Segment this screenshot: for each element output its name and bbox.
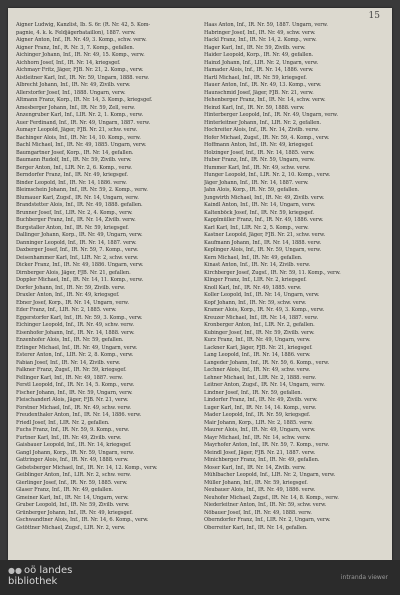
- entry-line: Maurer Alois, Inf., IR. Nr. 49, Ungarn, verw.: [204, 427, 316, 433]
- entry-line: pagnie, 4. k. k. Feldjägerbataillon), 1887. verw.: [16, 29, 136, 36]
- entry-line: Hackl Franz, Inf., IR. Nr. 14, 2. Komp., verw.: [204, 37, 317, 43]
- entry-line: Brunner Josef, Inf., LIR. Nr. 2, 4. Komp., verw.: [16, 209, 133, 216]
- entry-line: Oberreiter Karl, Inf., IR. Nr. 14, gefallen.: [204, 524, 308, 531]
- entry-line: Lackner Karl, Jäger, FJB. Nr. 21, kriegsgef.: [204, 344, 313, 351]
- entry-line: Neuhofer Michael, Zugsf., IR. Nr. 14, 8. Komp., verw.: [204, 494, 339, 501]
- entry-line: Neubauer Alois, Inf., IR. Nr. 49, 1886. verw.: [204, 487, 316, 493]
- logo-mark-icon: ●●: [8, 566, 22, 575]
- entry-line: Hummer Karl, Inf., IR. Nr. 49, schw. verw.: [204, 164, 311, 171]
- entry-line: Bachl Michael, Inf., IR. Nr. 49, 1885. Ungarn, verw.: [16, 142, 147, 148]
- entry-line: Niederleitner Anton, Inf., IR. Nr. 59, schw. verw.: [204, 502, 327, 508]
- entry-line: Dirnberger Alois, Jäger, FJB. Nr. 21, gefallen.: [16, 269, 131, 276]
- entry-line: Fleischanderl Alois, Jäger, FJB. Nr. 21, verw.: [16, 397, 129, 403]
- entry-line: Hofer Michael, Zugsf., IR. Nr. 59, 4. Komp., verw.: [204, 134, 330, 141]
- entry-line: Holzinger Josef, Inf., IR. Nr. 14, 1885. verw.: [204, 149, 315, 156]
- entry-line: Kern Michael, Inf., IR. Nr. 49, gefallen.: [204, 254, 303, 261]
- entry-line: Mayrhofer Anton, Inf., IR. Nr. 59, 7. Komp., verw.: [204, 442, 330, 448]
- entry-line: Gattringer Alois, Inf., IR. Nr. 49, 1888. verw.: [16, 457, 129, 463]
- entry-line: Dallinger Johann, Korp., IR. Nr. 49, Ungarn, verw.: [16, 232, 143, 238]
- logo-line1: oö landes: [23, 565, 73, 576]
- entry-line: Kaindl Anton, Inf., IR. Nr. 14, Ungarn, verw.: [204, 202, 316, 208]
- entry-line: Altmann Franz, Korp., IR. Nr. 14, 3. Komp., kriegsgef.: [16, 97, 153, 103]
- entry-line: Hager Karl, Inf., IR. Nr. 59, Zivilb. verw.: [204, 44, 306, 51]
- entry-line: Kaufmann Johann, Inf., IR. Nr. 14, 1888. verw.: [204, 239, 322, 246]
- entry-line: Bleimschein Johann, Inf., IR. Nr. 59, 2. Komp., verw.: [16, 187, 148, 193]
- entry-line: Fischer Johann, Inf., IR. Nr. 59, Ungarn, verw.: [16, 389, 133, 396]
- entry-line: Aichhorn Josef, Inf., IR. Nr. 14, kriegsgef.: [16, 59, 121, 66]
- entry-line: Allerstorfer Josef, Inf., 1888. Ungarn, verw.: [16, 89, 126, 96]
- entry-line: Hauer Anton, Inf., IR. Nr. 49, 13. Komp., verw.: [204, 82, 322, 88]
- entry-line: Blumauer Karl, Zugsf., IR. Nr. 14, Ungarn, verw.: [16, 194, 139, 201]
- entry-line: Hinterleitner Johann, Inf., LIR. Nr. 2, gefallen.: [204, 119, 322, 126]
- entry-line: Berger Anton, Inf., LIR. Nr. 2, 6. Komp., verw.: [16, 164, 132, 171]
- entry-line: Danninger Leopold, Inf., IR. Nr. 14, 1887. verw.: [16, 239, 137, 246]
- entry-line: Aistleitner Karl, Inf., IR. Nr. 59, Ungarn, 1888. verw.: [16, 74, 149, 81]
- entry-line: Hinterberger Leopold, Inf., IR. Nr. 49, Ungarn, verw.: [204, 112, 338, 118]
- library-logo[interactable]: [8, 565, 72, 587]
- entry-line: Moser Karl, Inf., IR. Nr. 14, Zivilb. verw.: [204, 464, 306, 471]
- entry-line: Fuchs Franz, Inf., IR. Nr. 59, 9. Komp., verw.: [16, 427, 130, 433]
- entry-line: Ferstl Leopold, Inf., IR. Nr. 14, 5. Komp., verw.: [16, 382, 135, 388]
- entry-line: Heinzl Karl, Inf., IR. Nr. 59, 1888. verw.: [204, 104, 305, 111]
- entry-line: Huber Franz, Inf., IR. Nr. 59, Ungarn, verw.: [204, 157, 315, 163]
- entry-line: Berndorfer Franz, Inf., IR. Nr. 49, kriegsgef.: [16, 172, 128, 178]
- entry-line: Friedl Josef, Inf., LIR. Nr. 2, gefallen.: [16, 419, 110, 426]
- logo-line2: bibliothek: [8, 576, 58, 587]
- entry-line: Lehner Michael, Inf., LIR. Nr. 2, 1888. verw.: [204, 374, 316, 381]
- entry-line: Hunger Leopold, Inf., LIR. Nr. 2, 10. Komp., verw.: [204, 172, 331, 178]
- entry-line: Anzengruber Karl, Inf., LIR. Nr. 2, 1. Komp., verw.: [16, 112, 144, 118]
- left-column: [16, 22, 194, 532]
- entry-line: Mair Johann, Korp., LIR. Nr. 2, 1885. verw.: [204, 419, 313, 426]
- entry-line: Hartl Michael, Inf., IR. Nr. 59, kriegsgef.: [204, 74, 307, 81]
- entry-line: Eggerstorfer Karl, Inf., IR. Nr. 59, 3. Komp., verw.: [16, 314, 143, 321]
- entry-line: Falkner Franz, Zugsf., IR. Nr. 59, kriegsgef.: [16, 367, 127, 373]
- entry-line: Buchberger Franz, Inf., IR. Nr. 14, Zivilb. verw.: [16, 217, 136, 223]
- entry-line: Kronberger Anton, Inf., LIR. Nr. 2, gefallen.: [204, 322, 315, 328]
- entry-line: Eder Franz, Inf., LIR. Nr. 2, 1885. verw.: [16, 307, 117, 313]
- entry-line: Burgstaller Anton, Inf., IR. Nr. 59, kriegsgef.: [16, 224, 129, 231]
- entry-line: Baumgartner Josef, Korp., IR. Nr. 14, gefallen.: [16, 149, 134, 156]
- entry-line: Albrecht Johann, Inf., IR. Nr. 49, Zivilb. verw.: [16, 82, 131, 88]
- entry-line: Jungwirth Michael, Inf., IR. Nr. 49, Zivilb. verw.: [204, 194, 325, 201]
- entry-line: Doppler Michael, Inf., IR. Nr. 14, 11. Komp., verw.: [16, 277, 144, 283]
- entry-line: Geiblinger Anton, Inf., LIR. Nr. 2, schw. verw.: [16, 472, 131, 478]
- entry-line: Fabian Josef, Inf., IR. Nr. 14, Zivilb. verw.: [16, 359, 121, 366]
- entry-line: Minichberger Franz, Inf., IR. Nr. 49, gefallen.: [204, 457, 320, 463]
- entry-line: Ebner Josef, Korp., IR. Nr. 14, Ungarn, verw.: [16, 299, 129, 306]
- entry-line: Haider Leopold, Korp., IR. Nr. 49, gefallen.: [204, 52, 314, 58]
- entry-line: Bachinger Alois, Inf., IR. Nr. 14, 10. Komp., verw.: [16, 134, 141, 141]
- entry-line: Eisenhofer Johann, Inf., IR. Nr. 14, 1888. verw.: [16, 329, 135, 336]
- entry-line: Gmeiner Karl, Inf., IR. Nr. 14, Ungarn, verw.: [16, 494, 129, 501]
- entry-line: Kreuzer Michael, Inf., IR. Nr. 14, 1887. verw.: [204, 314, 319, 321]
- entry-line: Karl Karl, Inf., LIR. Nr. 2, 5. Komp., verw.: [204, 224, 309, 231]
- entry-line: Kaltenböck Josef, Inf., IR. Nr. 59, kriegsgef.: [204, 209, 314, 216]
- entry-line: Furtner Karl, Inf., IR. Nr. 49, Zivilb. verw.: [16, 434, 122, 441]
- entry-line: Freudenthaler Anton, Inf., IR. Nr. 14, 1886. verw.: [16, 412, 142, 418]
- viewer-footer: [0, 560, 400, 595]
- entry-line: Mayr Michael, Inf., IR. Nr. 14, schw. verw.: [204, 434, 311, 441]
- entry-line: Enzenhofer Alois, Inf., IR. Nr. 59, gefallen.: [16, 337, 124, 343]
- entry-line: Aigner Franz, Inf., R. Nr. 3, 7. Komp., gefallen.: [16, 44, 135, 51]
- entry-line: Auer Ferdinand, Inf., IR. Nr. 49, Ungarn, 1887. verw.: [16, 119, 151, 126]
- entry-line: Hehenberger Franz, Inf., IR. Nr. 14, schw. verw.: [204, 97, 326, 103]
- entry-line: Lechner Alois, Inf., IR. Nr. 49, schw. verw.: [204, 367, 311, 373]
- entry-line: Lindorfer Franz, Inf., IR. Nr. 49, Zivilb. verw.: [204, 397, 318, 403]
- entry-line: Aigner Anton, Inf., IR. Nr. 49, 3. Komp., schw. verw.: [16, 37, 147, 43]
- entry-line: Lindner Josef, Inf., IR. Nr. 59, gefallen.: [204, 389, 303, 396]
- entry-line: Draxler Anton, Inf., IR. Nr. 49, kriegsgef.: [16, 292, 120, 298]
- entry-line: Meindl Josef, Jäger, FJB. Nr. 21, 1887. verw.: [204, 449, 316, 456]
- entry-line: Esterer Anton, Inf., LIR. Nr. 2, 8. Komp., verw.: [16, 352, 134, 358]
- entry-line: Hoffmann Anton, Inf., IR. Nr. 49, kriegsgef.: [204, 142, 314, 148]
- entry-line: Leitner Anton, Zugsf., IR. Nr. 14, Ungarn, verw.: [204, 382, 325, 388]
- scanned-page: [8, 8, 392, 560]
- entry-line: Daxberger Josef, Inf., IR. Nr. 59, 7. Komp., verw.: [16, 247, 139, 253]
- entry-line: Kirchberger Josef, Zugsf., IR. Nr. 59, 11. Komp., verw.: [204, 269, 341, 276]
- entry-line: Haunschmid Josef, Jäger, FJB. Nr. 21, verw.: [204, 89, 314, 96]
- entry-line: Aumayr Leopold, Jäger, FJB. Nr. 21, schw. verw.: [16, 127, 138, 133]
- entry-line: Glaser Franz, Inf., IR. Nr. 49, gefallen.: [16, 487, 114, 493]
- entry-line: Mühlbacher Leopold, Inf., LIR. Nr. 2, Ungarn, verw.: [204, 472, 336, 478]
- entry-line: Deisenhammer Karl, Inf., LIR. Nr. 2, schw. verw.: [16, 254, 139, 261]
- entry-line: Keplinger Alois, Inf., IR. Nr. 59, Ungarn, verw.: [204, 247, 322, 253]
- entry-line: Kubinger Josef, Inf., IR. Nr. 59, Zivilb. verw.: [204, 329, 315, 336]
- entry-line: Hainzl Johann, Inf., LIR. Nr. 2, Ungarn, verw.: [204, 59, 319, 66]
- entry-line: Aigner Ludwig, Kanzlist, Ib. S. 6r. (R. Nr. 42, 5. Kom-: [16, 22, 151, 28]
- page-number: 15: [368, 11, 380, 21]
- entry-line: Amesberger Johann, Inf., IR. Nr. 59, Zell, verw.: [16, 104, 135, 111]
- entry-line: Fellinger Karl, Inf., IR. Nr. 49, 1887. verw.: [16, 374, 123, 381]
- entry-line: Nöbauer Josef, Inf., IR. Nr. 49, 1888. verw.: [204, 509, 312, 516]
- entry-line: Jäger Johann, Inf., IR. Nr. 14, 1887. verw.: [204, 179, 309, 186]
- entry-line: Kurz Franz, Inf., IR. Nr. 49, Ungarn, verw.: [204, 337, 311, 343]
- entry-line: Eichinger Leopold, Inf., IR. Nr. 49, schw. verw.: [16, 322, 134, 328]
- entry-line: Gierlinger Josef, Inf., IR. Nr. 59, 1885. verw.: [16, 479, 128, 486]
- entry-line: Erlinger Michael, Inf., IR. Nr. 49, Ungarn, verw.: [16, 344, 138, 351]
- entry-line: Habringer Josef, Inf., IR. Nr. 49, schw. verw.: [204, 29, 316, 36]
- entry-line: Grünberger Johann, Inf., IR. Nr. 49, kriegsgef.: [16, 509, 133, 516]
- entry-line: Koller Leopold, Inf., IR. Nr. 14, Ungarn, verw.: [204, 292, 320, 298]
- entry-line: Kopf Johann, Inf., IR. Nr. 59, schw. verw.: [204, 299, 307, 306]
- entry-line: Hamader Alois, Inf., IR. Nr. 14, 1886. verw.: [204, 67, 314, 73]
- entry-line: Gangl Johann, Korp., IR. Nr. 59, Ungarn, verw.: [16, 449, 135, 456]
- entry-line: Aichinger Johann, Inf., IR. Nr. 49, 15. Komp., verw.: [16, 52, 145, 58]
- entry-line: Oberndorfer Franz, Inf., LIR. Nr. 2, Ungarn, verw.: [204, 517, 331, 523]
- viewer-label[interactable]: intranda viewer: [340, 574, 388, 581]
- entry-line: Haas Anton, Inf., IR. Nr. 59, 1887. Ungarn, verw.: [204, 22, 328, 28]
- entry-line: Dorfer Johann, Inf., IR. Nr. 59, Zivilb. verw.: [16, 284, 126, 291]
- entry-line: Kastner Leopold, Jäger, FJB. Nr. 21, schw. verw.: [204, 232, 326, 238]
- right-column: [204, 22, 382, 532]
- entry-line: Gaisbauer Leopold, Inf., IR. Nr. 14, kriegsgef.: [16, 442, 132, 448]
- entry-line: Lang Leopold, Inf., IR. Nr. 14, 1886. verw.: [204, 352, 311, 358]
- entry-line: Aichmayr Fritz, Jäger, FJB. Nr. 21, 2. Komp., verw.: [16, 67, 144, 73]
- entry-line: Langeder Johann, Inf., IR. Nr. 59, 6. Komp., verw.: [204, 359, 330, 366]
- entry-line: Baumann Rudolf, Inf., IR. Nr. 59, Zivilb. verw.: [16, 157, 132, 163]
- entry-line: Kapplmüller Franz, Inf., IR. Nr. 49, 1886. verw.: [204, 217, 324, 223]
- entry-line: Mader Leopold, Inf., IR. Nr. 59, kriegsgef.: [204, 412, 311, 418]
- entry-line: Müller Johann, Inf., IR. Nr. 59, kriegsgef.: [204, 479, 308, 486]
- entry-line: Kramer Alois, Korp., IR. Nr. 49, 3. Komp., verw.: [204, 307, 325, 313]
- entry-line: Knoll Karl, Inf., IR. Nr. 49, 1885. verw.: [204, 284, 302, 291]
- entry-line: Binder Leopold, Inf., IR. Nr. 14, 1886. verw.: [16, 179, 127, 186]
- entry-line: Gruber Leopold, Inf., IR. Nr. 59, Zivilb. verw.: [16, 502, 130, 508]
- entry-line: Gstöttner Michael, Zugsf., LIR. Nr. 2, verw.: [16, 524, 126, 531]
- entry-line: Jahn Alois, Korp., IR. Nr. 59, gefallen.: [204, 187, 300, 193]
- entry-line: Gebetsberger Michael, Inf., IR. Nr. 14, 12. Komp., verw.: [16, 464, 158, 471]
- entry-line: Brandstetter Alois, Inf., IR. Nr. 49, 1888. gefallen.: [16, 202, 143, 208]
- entry-line: Kinast Anton, Inf., IR. Nr. 14, Zivilb. verw.: [204, 262, 311, 268]
- entry-line: Gschwandtner Alois, Inf., IR. Nr. 14, 6. Komp., verw.: [16, 517, 149, 523]
- entry-line: Klinger Franz, Inf., LIR. Nr. 2, kriegsgef.: [204, 277, 307, 283]
- entry-line: Luger Karl, Inf., IR. Nr. 14, 14. Komp., verw.: [204, 404, 317, 411]
- entry-line: Forstner Michael, Inf., IR. Nr. 49, schw. verw.: [16, 404, 131, 411]
- entry-line: Dicker Franz, Inf., IR. Nr. 49, 1886. Ungarn, verw.: [16, 262, 144, 268]
- entry-line: Hochreiter Alois, Inf., IR. Nr. 14, Zivilb. verw.: [204, 127, 319, 133]
